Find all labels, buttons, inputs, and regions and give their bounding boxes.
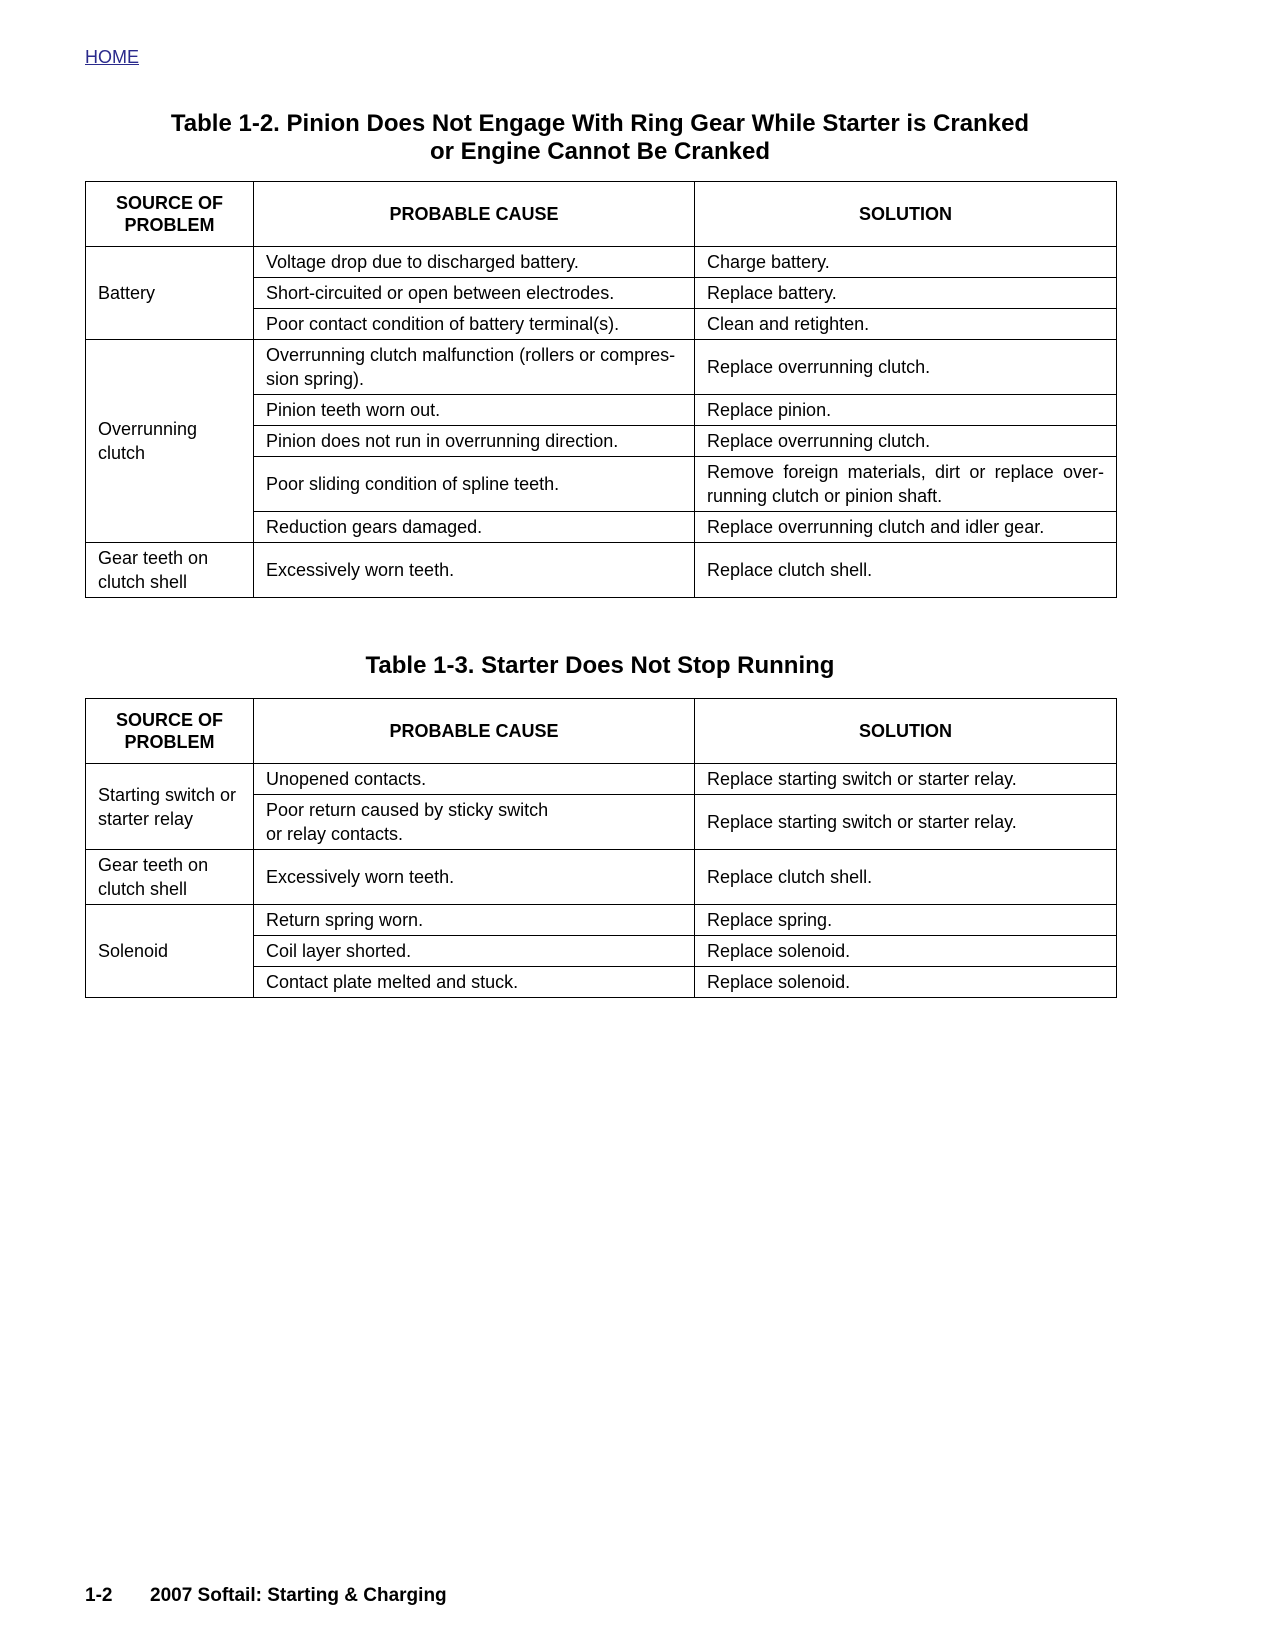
header-solution: SOLUTION	[695, 182, 1117, 247]
cause-cell: Poor contact condition of battery terminal(s).	[254, 309, 695, 340]
source-cell: Overrunning clutch	[86, 340, 254, 543]
solution-cell: Replace clutch shell.	[695, 850, 1117, 905]
solution-cell: Replace overrunning clutch.	[695, 340, 1117, 395]
table-1-2-title-line2: or Engine Cannot Be Cranked	[429, 138, 771, 165]
solution-cell: Replace solenoid.	[695, 967, 1117, 998]
table-row	[86, 247, 1117, 278]
cause-cell: Return spring worn.	[254, 905, 695, 936]
cause-cell: Overrunning clutch malfunction (rollers or compres-sion spring).	[254, 340, 695, 395]
solution-cell: Replace clutch shell.	[695, 543, 1117, 598]
page-number: 1-2	[85, 1585, 113, 1606]
table-1-3-title: Table 1-3. Starter Does Not Stop Running	[365, 652, 835, 679]
source-cell: Starting switch or starter relay	[86, 764, 254, 850]
solution-cell: Remove foreign materials, dirt or replace over-running clutch or pinion shaft.	[695, 457, 1117, 512]
manual-title: 2007 Softail: Starting & Charging	[150, 1585, 447, 1606]
solution-cell: Replace spring.	[695, 905, 1117, 936]
solution-cell: Replace starting switch or starter relay.	[695, 764, 1117, 795]
table-row	[86, 905, 1117, 936]
cause-cell: Pinion teeth worn out.	[254, 395, 695, 426]
solution-cell: Replace starting switch or starter relay.	[695, 795, 1117, 850]
cause-cell: Excessively worn teeth.	[254, 543, 695, 598]
cause-cell: Coil layer shorted.	[254, 936, 695, 967]
solution-cell: Replace pinion.	[695, 395, 1117, 426]
home-link[interactable]: HOME	[85, 47, 139, 67]
table-row	[86, 764, 1117, 795]
cause-cell: Short-circuited or open between electrodes.	[254, 278, 695, 309]
cause-cell: Voltage drop due to discharged battery.	[254, 247, 695, 278]
cause-cell: Pinion does not run in overrunning direction.	[254, 426, 695, 457]
page-footer	[85, 1585, 447, 1607]
header-cause: PROBABLE CAUSE	[254, 182, 695, 247]
cause-cell: Poor sliding condition of spline teeth.	[254, 457, 695, 512]
solution-cell: Replace battery.	[695, 278, 1117, 309]
cause-cell: Poor return caused by sticky switch or relay contacts.	[254, 795, 695, 850]
solution-cell: Clean and retighten.	[695, 309, 1117, 340]
table-1-2-title-line1: Table 1-2. Pinion Does Not Engage With Ring Gear While Starter is Cranked	[170, 110, 1030, 137]
source-cell: Solenoid	[86, 905, 254, 998]
cause-cell: Contact plate melted and stuck.	[254, 967, 695, 998]
table-1-3	[85, 698, 1117, 998]
cause-cell: Reduction gears damaged.	[254, 512, 695, 543]
source-cell: Battery	[86, 247, 254, 340]
table-header-row	[86, 699, 1117, 764]
header-source: SOURCE OF PROBLEM	[86, 182, 254, 247]
table-row	[86, 340, 1117, 395]
source-cell: Gear teeth on clutch shell	[86, 543, 254, 598]
table-1-2	[85, 181, 1117, 598]
header-solution: SOLUTION	[695, 699, 1117, 764]
cause-cell: Unopened contacts.	[254, 764, 695, 795]
solution-cell: Replace solenoid.	[695, 936, 1117, 967]
source-cell: Gear teeth on clutch shell	[86, 850, 254, 905]
table-header-row	[86, 182, 1117, 247]
table-1-2-title	[85, 110, 1115, 166]
solution-cell: Replace overrunning clutch.	[695, 426, 1117, 457]
header-cause: PROBABLE CAUSE	[254, 699, 695, 764]
table-row	[86, 543, 1117, 598]
cause-cell: Excessively worn teeth.	[254, 850, 695, 905]
solution-cell: Replace overrunning clutch and idler gear.	[695, 512, 1117, 543]
header-source: SOURCE OF PROBLEM	[86, 699, 254, 764]
solution-cell: Charge battery.	[695, 247, 1117, 278]
table-row	[86, 850, 1117, 905]
